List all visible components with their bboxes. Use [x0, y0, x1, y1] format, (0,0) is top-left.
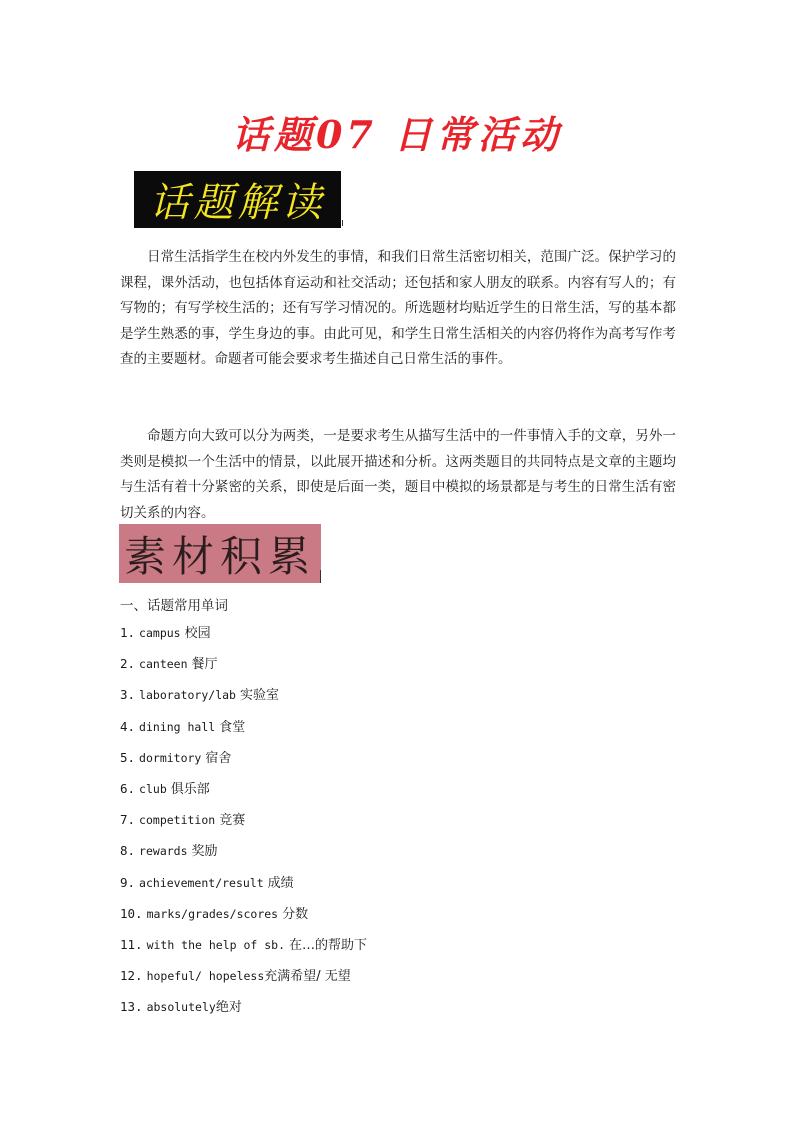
vocab-chinese: 实验室 [239, 688, 279, 704]
vocab-english: dining hall [139, 719, 216, 734]
vocab-number: 10. [120, 905, 143, 921]
vocab-english: achievement/result [139, 875, 264, 890]
vocab-number: 3. [120, 687, 136, 703]
vocab-english: with the help of sb. [146, 937, 286, 952]
vocab-number: 8. [120, 843, 136, 859]
vocab-english: laboratory/lab [139, 688, 236, 703]
vocab-english: marks/grades/scores [146, 906, 279, 921]
banner-edge-mark [342, 220, 343, 226]
vocab-english: canteen [139, 657, 188, 672]
vocab-item [120, 873, 367, 904]
vocab-english: rewards [139, 844, 188, 859]
vocab-number: 2. [120, 656, 136, 672]
vocab-item [120, 935, 367, 966]
vocab-number: 11. [120, 936, 143, 952]
vocab-chinese: 充满希望/ 无望 [264, 969, 351, 985]
vocab-item [120, 685, 367, 716]
vocab-chinese: 奖励 [191, 844, 218, 860]
vocab-english: campus [139, 626, 181, 640]
vocab-english: hopeful/ hopeless [146, 969, 265, 984]
vocab-english: absolutely [146, 1000, 216, 1015]
vocab-chinese: 俱乐部 [170, 781, 210, 797]
vocab-chinese: 在…的帮助下 [289, 937, 368, 953]
vocab-number: 4. [120, 718, 136, 734]
vocab-number: 7. [120, 812, 136, 828]
section-heading: 一、话题常用单词 [120, 598, 228, 614]
banner-edge-mark [320, 570, 321, 583]
vocab-number: 13. [120, 999, 143, 1015]
intro-paragraph-2: 命题方向大致可以分为两类，一是要求考生从描写生活中的一件事情入手的文章，另外一类则是模拟一个生活中的情景，以此展开描述和分析。这两类题目的共同特点是文章的主题均与生活有着十分紧密的关系，即使是后面一类，题目中模拟的场景都是与考生的日常生活有密切关系的内容。 [120, 428, 676, 521]
intro-paragraph-1: 日常生活指学生在校内外发生的事情，和我们日常生活密切相关，范围广泛。保护学习的课程，课外活动，也包括体育运动和社交活动；还包括和家人朋友的联系。内容有写人的；有写物的；有写学校生活的；还有写学习情况的。所选题材均贴近学生的日常生活，写的基本都是学生熟悉的事，学生身边的事。由此可见，和学生日常生活相关的内容仍将作为高考写作考查的主要题材。命题者可能会要求考生描述自己日常生活的事件。 [120, 249, 676, 367]
vocab-item [120, 810, 367, 841]
vocab-item [120, 623, 367, 654]
vocab-chinese: 分数 [282, 906, 309, 922]
vocab-item [120, 717, 367, 748]
vocab-chinese: 绝对 [215, 1000, 242, 1016]
vocab-chinese: 餐厅 [191, 657, 218, 673]
vocab-item [120, 841, 367, 872]
vocab-chinese: 校园 [184, 626, 211, 641]
vocab-item [120, 904, 367, 935]
vocab-item [120, 966, 367, 997]
page-title: 话题07 日常活动 [231, 112, 563, 157]
vocab-english: competition [139, 813, 216, 828]
vocab-number: 9. [120, 874, 136, 890]
vocab-chinese: 宿舍 [205, 750, 232, 766]
vocab-english: dormitory [139, 750, 202, 765]
vocab-number: 1. [120, 625, 136, 640]
vocab-number: 12. [120, 968, 143, 984]
vocab-item [120, 997, 367, 1028]
vocab-list [120, 623, 367, 1028]
vocab-item [120, 779, 367, 810]
vocab-number: 6. [120, 780, 136, 796]
vocab-chinese: 竞赛 [219, 813, 246, 829]
vocab-number: 5. [120, 749, 136, 765]
topic-reading-banner: 话题解读 [134, 171, 341, 228]
vocab-item [120, 654, 367, 685]
vocab-chinese: 成绩 [267, 875, 294, 891]
vocab-item [120, 748, 367, 779]
vocab-chinese: 食堂 [219, 719, 246, 735]
vocab-english: club [139, 781, 167, 796]
material-accumulation-banner: 素材积累 [119, 524, 321, 583]
